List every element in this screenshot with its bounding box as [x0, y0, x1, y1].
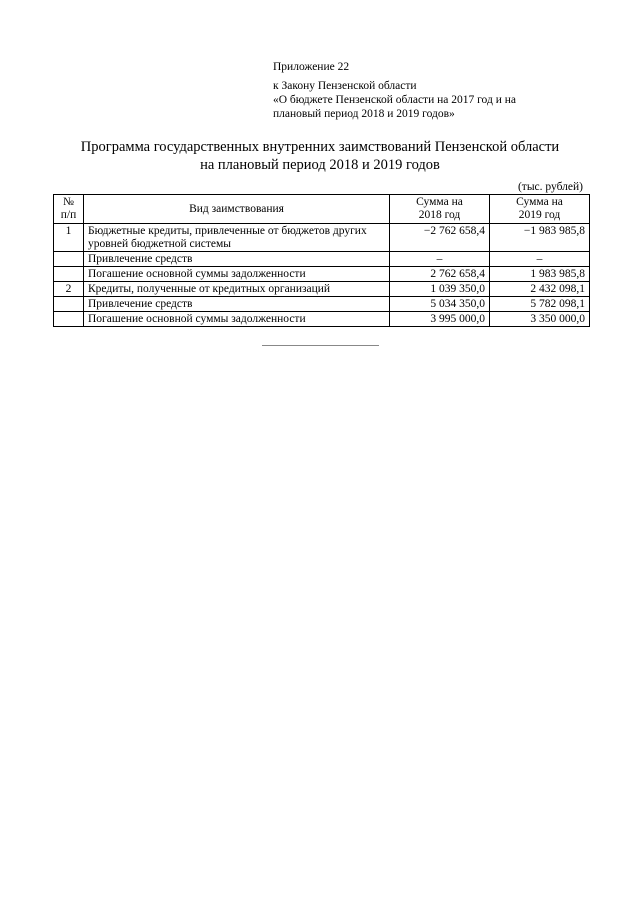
row-number: 1	[54, 224, 84, 252]
row-label: Привлечение средств	[84, 252, 390, 267]
header-sum-2019-line2: 2019 год	[518, 209, 561, 221]
borrowing-table	[53, 194, 590, 327]
row-value-2019: −1 983 985,8	[490, 224, 590, 252]
page-title-line1: Программа государственных внутренних заимствований Пензенской области	[80, 139, 560, 155]
table-row	[54, 224, 590, 252]
table-row	[54, 282, 590, 297]
header-number	[54, 195, 84, 224]
table-row	[54, 312, 590, 327]
appendix-law-title-line2: плановый период 2018 и 2019 годов»	[273, 108, 455, 120]
row-value-2018: 5 034 350,0	[390, 297, 490, 312]
page-title	[50, 138, 590, 174]
row-label: Бюджетные кредиты, привлеченные от бюджетов других уровней бюджетной системы	[84, 224, 390, 252]
appendix-number: Приложение 22	[273, 61, 350, 73]
row-value-2018: 1 039 350,0	[390, 282, 490, 297]
row-number-empty	[54, 252, 84, 267]
row-value-2018: –	[390, 252, 490, 267]
appendix-law-title-line1: «О бюджете Пензенской области на 2017 год и на	[273, 94, 516, 106]
row-label: Погашение основной суммы задолженности	[84, 312, 390, 327]
header-number-line2: п/п	[60, 209, 77, 221]
row-value-2018: 3 995 000,0	[390, 312, 490, 327]
table-row	[54, 297, 590, 312]
end-divider	[262, 345, 379, 346]
row-label: Погашение основной суммы задолженности	[84, 267, 390, 282]
header-sum-2019-line1: Сумма на	[516, 196, 563, 208]
row-value-2019: 1 983 985,8	[490, 267, 590, 282]
row-label: Привлечение средств	[84, 297, 390, 312]
header-sum-2018-line2: 2018 год	[418, 209, 461, 221]
page-title-line2: на плановый период 2018 и 2019 годов	[200, 157, 440, 173]
row-number-empty	[54, 312, 84, 327]
header-borrowing-type: Вид заимствования	[84, 195, 390, 224]
header-sum-2018-line1: Сумма на	[416, 196, 463, 208]
row-value-2019: 3 350 000,0	[490, 312, 590, 327]
header-number-line1: №	[63, 196, 74, 208]
row-number-empty	[54, 297, 84, 312]
header-sum-2019	[490, 195, 590, 224]
row-number-empty	[54, 267, 84, 282]
row-value-2019: 2 432 098,1	[490, 282, 590, 297]
table-header-row	[54, 195, 590, 224]
row-label: Кредиты, полученные от кредитных организаций	[84, 282, 390, 297]
row-value-2018: 2 762 658,4	[390, 267, 490, 282]
row-value-2019: –	[490, 252, 590, 267]
row-number: 2	[54, 282, 84, 297]
row-value-2018: −2 762 658,4	[390, 224, 490, 252]
table-row	[54, 252, 590, 267]
units-label: (тыс. рублей)	[517, 181, 583, 193]
row-value-2019: 5 782 098,1	[490, 297, 590, 312]
appendix-law-reference: к Закону Пензенской области	[273, 80, 417, 92]
header-sum-2018	[390, 195, 490, 224]
table-row	[54, 267, 590, 282]
appendix-block	[273, 60, 516, 121]
